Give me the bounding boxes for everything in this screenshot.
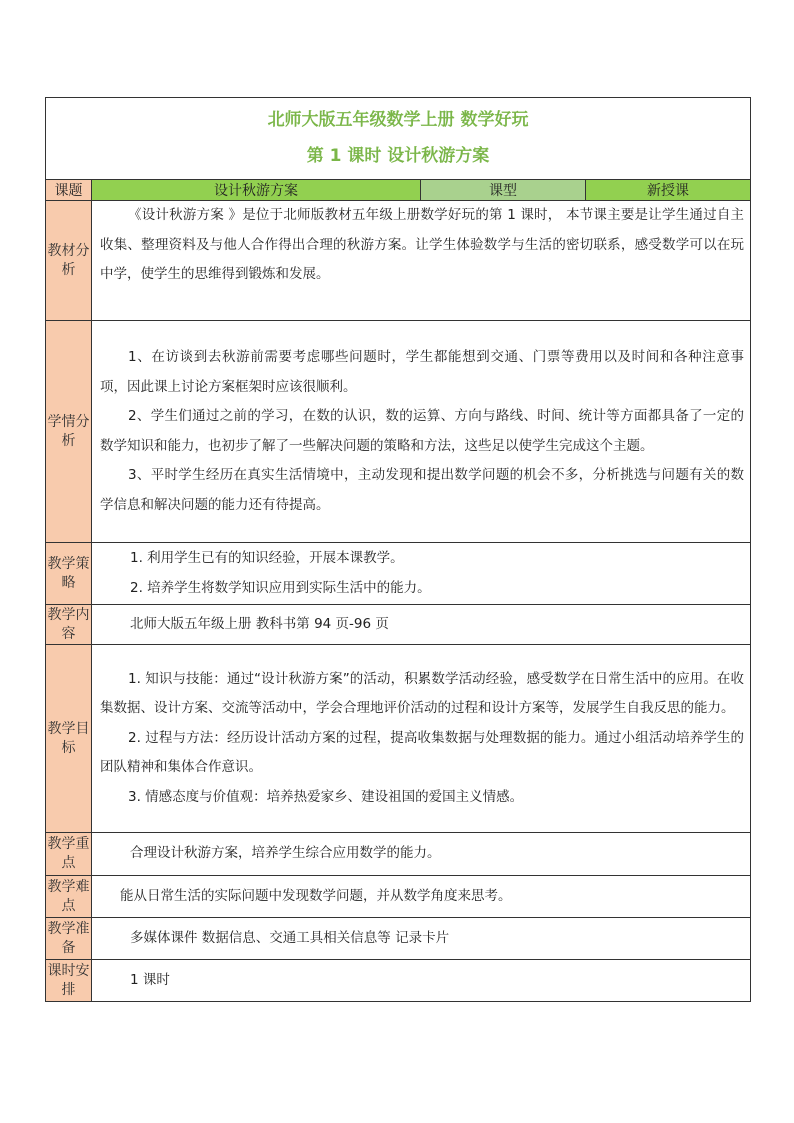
difficulty-text: 能从日常生活的实际问题中发现数学问题，并从数学角度来思考。 xyxy=(120,887,512,904)
teaching-strategy-row xyxy=(46,543,751,605)
lesson-plan-document xyxy=(45,97,750,1002)
teaching-strategy-item-1: 1. 利用学生已有的知识经验，开展本课教学。 xyxy=(130,550,404,566)
lesson-plan-table xyxy=(45,97,751,1002)
teaching-strategy-content xyxy=(92,543,751,605)
teaching-content-content xyxy=(92,605,751,645)
title-row xyxy=(46,98,751,180)
teaching-goal-1: 1. 知识与技能：通过“设计秋游方案”的活动，积累数学活动经验，感受数学在日常生活中的应用。在收集数据、设计方案、交流等活动中，学会合理地评价活动的过程和设计方案等，发展学生自我反思的能力。 xyxy=(100,670,745,717)
teaching-goal-2: 2. 过程与方法：经历设计活动方案的过程，提高收集数据与处理数据的能力。通过小组活动培养学生的团队精神和集体合作意识。 xyxy=(100,729,745,776)
preparation-row xyxy=(46,918,751,960)
key-points-label: 教学重点 xyxy=(46,833,92,876)
difficulty-label: 教学难点 xyxy=(46,876,92,918)
textbook-analysis-paragraph: 《设计秋游方案 》是位于北师版教材五年级上册数学好玩的第 1 课时， 本节课主要是让学生通过自主收集、整理资料及与他人合作得出合理的秋游方案。让学生体验数学与生活的密切联系，感受数学可以在玩中学，使学生的思维得到锻炼和发展。 xyxy=(100,207,745,282)
schedule-content xyxy=(92,960,751,1002)
teaching-content-text: 北师大版五年级上册 教科书第 94 页-96 页 xyxy=(130,615,389,632)
preparation-label: 教学准备 xyxy=(46,918,92,960)
lesson-title: 第 1 课时 设计秋游方案 xyxy=(306,146,490,166)
student-analysis-row xyxy=(46,321,751,543)
type-value: 新授课 xyxy=(586,180,751,201)
student-analysis-paragraph-1: 1、在访谈到去秋游前需要考虑哪些问题时，学生都能想到交通、门票等费用以及时间和各种注意事项，因此课上讨论方案框架时应该很顺利。 xyxy=(100,349,745,395)
teaching-goal-3: 3. 情感态度与价值观：培养热爱家乡、建设祖国的爱国主义情感。 xyxy=(128,788,524,805)
topic-label: 课题 xyxy=(46,180,92,201)
title-cell xyxy=(46,98,751,180)
schedule-row xyxy=(46,960,751,1002)
textbook-analysis-label: 教材分析 xyxy=(46,201,92,321)
textbook-analysis-row xyxy=(46,201,751,321)
schedule-label: 课时安排 xyxy=(46,960,92,1002)
preparation-text: 多媒体课件 数据信息、交通工具相关信息等 记录卡片 xyxy=(130,929,450,946)
teaching-content-label: 教学内容 xyxy=(46,605,92,645)
teaching-goals-label: 教学目标 xyxy=(46,645,92,833)
key-points-text: 合理设计秋游方案，培养学生综合应用数学的能力。 xyxy=(130,845,441,862)
student-analysis-paragraph-2: 2、学生们通过之前的学习，在数的认识，数的运算、方向与路线、时间、统计等方面都具备了一定的数学知识和能力，也初步了解了一些解决问题的策略和方法，这些足以使学生完成这个主题。 xyxy=(100,408,745,454)
teaching-goals-content xyxy=(92,645,751,833)
schedule-text: 1 课时 xyxy=(130,971,170,988)
difficulty-content xyxy=(92,876,751,918)
teaching-strategy-label: 教学策略 xyxy=(46,543,92,605)
teaching-content-row xyxy=(46,605,751,645)
type-label: 课型 xyxy=(421,180,586,201)
document-title: 北师大版五年级数学上册 数学好玩 xyxy=(267,110,529,130)
key-points-row xyxy=(46,833,751,876)
teaching-strategy-item-2: 2. 培养学生将数学知识应用到实际生活中的能力。 xyxy=(130,579,431,596)
teaching-goals-row xyxy=(46,645,751,833)
preparation-content xyxy=(92,918,751,960)
student-analysis-label: 学情分析 xyxy=(46,321,92,543)
student-analysis-paragraph-3: 3、平时学生经历在真实生活情境中，主动发现和提出数学问题的机会不多，分析挑选与问题有关的数学信息和解决问题的能力还有待提高。 xyxy=(100,467,745,513)
student-analysis-content xyxy=(92,321,751,543)
topic-value: 设计秋游方案 xyxy=(92,180,421,201)
difficulty-row xyxy=(46,876,751,918)
key-points-content xyxy=(92,833,751,876)
header-row xyxy=(46,180,751,201)
textbook-analysis-content xyxy=(92,201,751,321)
